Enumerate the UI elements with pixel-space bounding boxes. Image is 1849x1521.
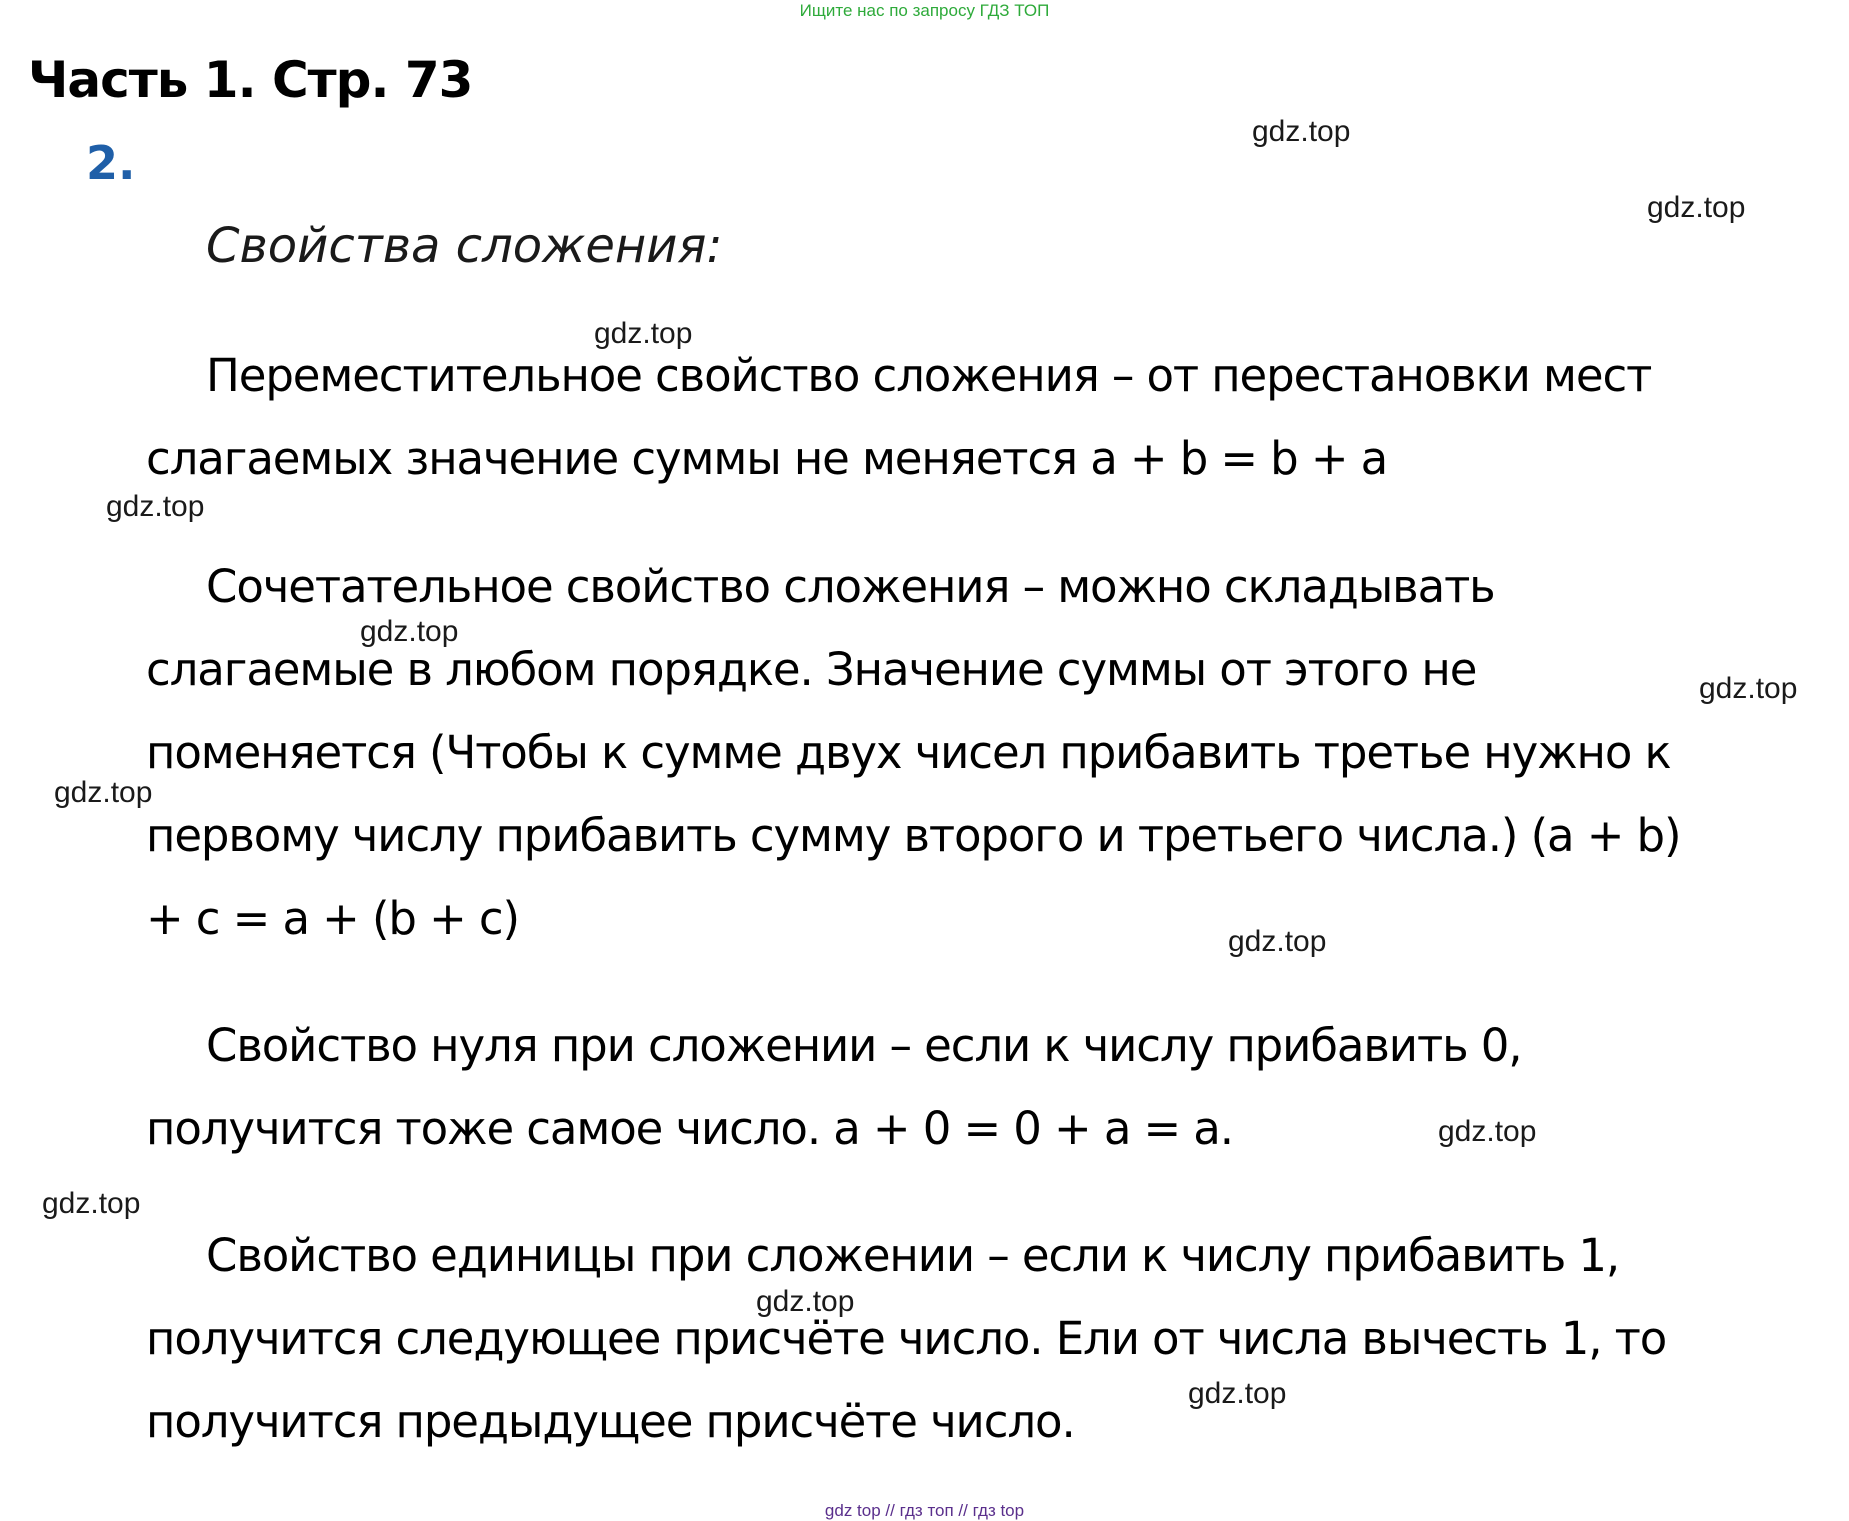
paragraph-line: получится предыдущее присчёте число. <box>146 1395 1075 1448</box>
watermark: gdz.top <box>1647 191 1746 224</box>
paragraph-line: получится следующее присчёте число. Ели от числа вычесть 1, то <box>146 1312 1667 1365</box>
paragraph-line: получится тоже самое число. a + 0 = 0 + a = a. <box>146 1102 1233 1155</box>
paragraph-line: слагаемые в любом порядке. Значение суммы от этого не <box>146 643 1477 696</box>
page-title: Часть 1. Стр. 73 <box>28 51 473 109</box>
paragraph-unit-property <box>146 1214 1826 1463</box>
paragraph-line: Свойство нуля при сложении – если к числу прибавить 0, <box>206 1019 1522 1072</box>
paragraph-line: Свойство единицы при сложении – если к числу прибавить 1, <box>206 1229 1620 1282</box>
paragraph-line: поменяется (Чтобы к сумме двух чисел прибавить третье нужно к <box>146 726 1671 779</box>
watermark: gdz.top <box>594 317 693 350</box>
footer-banner: gdz top // гдз топ // гдз top <box>824 1501 1025 1520</box>
watermark: gdz.top <box>1252 115 1351 148</box>
watermark: gdz.top <box>106 490 205 523</box>
top-banner: Ищите нас по запросу ГДЗ ТОП <box>799 1 1050 20</box>
watermark: gdz.top <box>1228 925 1327 958</box>
paragraph-line: Сочетательное свойство сложения – можно складывать <box>206 560 1495 613</box>
paragraph-line: слагаемых значение суммы не меняется a + b = b + a <box>146 432 1388 485</box>
paragraph-commutative-property <box>146 334 1826 500</box>
paragraph-line: Переместительное свойство сложения – от перестановки мест <box>206 349 1652 402</box>
watermark: gdz.top <box>360 615 459 648</box>
watermark: gdz.top <box>42 1187 141 1220</box>
section-heading: Свойства сложения: <box>206 218 723 274</box>
watermark: gdz.top <box>756 1285 855 1318</box>
paragraph-line: + c = a + (b + c) <box>146 892 519 945</box>
paragraph-line: первому числу прибавить сумму второго и третьего числа.) (a + b) <box>146 809 1681 862</box>
paragraph-zero-property <box>146 1004 1826 1170</box>
watermark: gdz.top <box>54 776 153 809</box>
watermark: gdz.top <box>1699 672 1798 705</box>
exercise-number: 2. <box>86 136 136 190</box>
watermark: gdz.top <box>1188 1377 1287 1410</box>
paragraph-associative-property <box>146 545 1826 960</box>
watermark: gdz.top <box>1438 1115 1537 1148</box>
